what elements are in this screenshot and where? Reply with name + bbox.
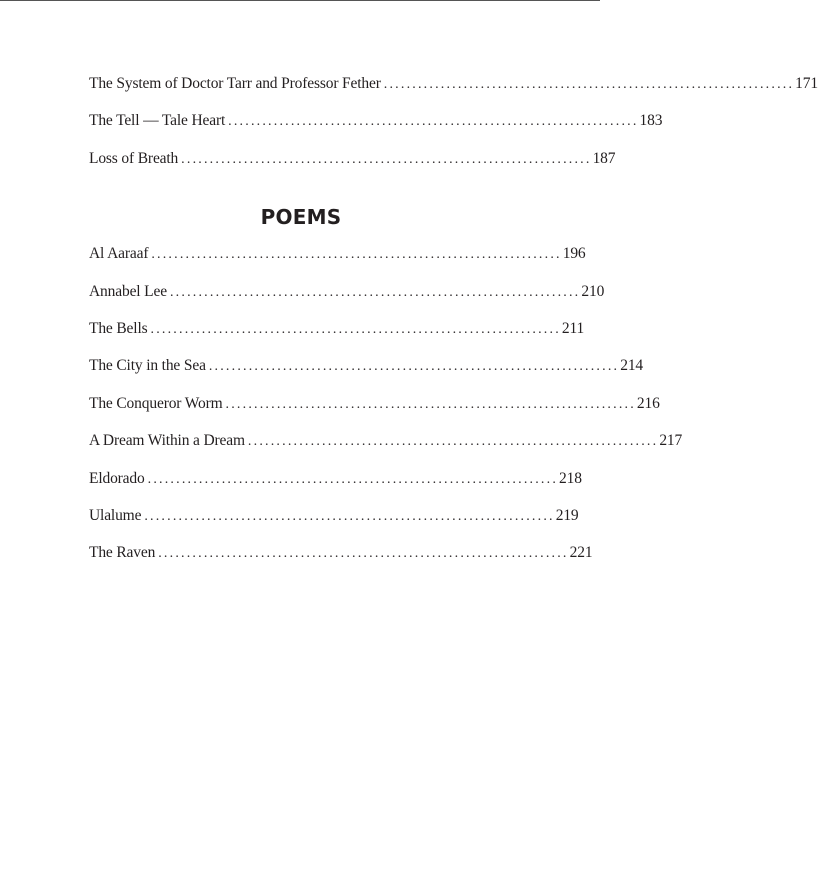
toc-entry-page: 210 — [581, 282, 605, 300]
toc-entry[interactable] — [89, 432, 683, 469]
toc-entry[interactable] — [89, 112, 663, 149]
toc-entry-title: Eldorado — [89, 469, 145, 487]
toc-entry[interactable] — [89, 245, 586, 282]
toc-entry[interactable] — [89, 319, 585, 357]
toc-entry-title: The City in the Sea — [89, 357, 206, 375]
toc-entry-page: 214 — [620, 357, 644, 375]
dot-leader: ........................................................................ — [147, 471, 559, 487]
toc-entry-page: 221 — [569, 544, 593, 562]
dot-leader: ........................................................................ — [151, 247, 562, 263]
toc-entry-title: Loss of Breath — [89, 149, 179, 167]
toc-entry-page: 216 — [636, 394, 660, 412]
toc-entry[interactable] — [89, 357, 644, 394]
toc-entry[interactable] — [89, 544, 593, 581]
dot-leader: ........................................................................ — [158, 546, 569, 562]
toc-entry-title: A Dream Within a Dream — [89, 432, 245, 450]
toc-entry[interactable] — [89, 469, 582, 507]
dot-leader: ........................................................................ — [383, 77, 795, 92]
toc-entry-page: 196 — [562, 245, 586, 263]
toc-entry[interactable] — [89, 149, 616, 187]
toc-entry-title: The System of Doctor Tarr and Professor Fether — [89, 75, 381, 92]
toc-entry-title: The Conqueror Worm — [89, 394, 223, 412]
toc-entry[interactable] — [89, 75, 818, 112]
dot-leader: ........................................................................ — [208, 359, 620, 375]
toc-entry-page: 187 — [592, 149, 616, 167]
section-heading-poems: POEMS — [260, 205, 342, 230]
toc-entry-page: 211 — [561, 319, 585, 337]
dot-leader: ........................................................................ — [247, 434, 659, 450]
toc-entry-title: Al Aaraaf — [89, 245, 149, 263]
dot-leader: ........................................................................ — [181, 151, 592, 167]
dot-leader: ........................................................................ — [150, 321, 561, 337]
toc-entry-page: 217 — [659, 432, 683, 450]
toc-entry-page: 171 — [795, 75, 818, 92]
dot-leader: ........................................................................ — [169, 284, 581, 300]
toc-entry-title: Ulalume — [89, 506, 142, 524]
dot-leader: ........................................................................ — [144, 508, 555, 524]
toc-entry-title: The Bells — [89, 319, 148, 337]
toc-entry[interactable] — [89, 506, 579, 544]
top-border-line — [0, 0, 600, 1]
toc-entry[interactable] — [89, 282, 605, 320]
toc-entry-page: 219 — [555, 506, 579, 524]
toc-entry[interactable] — [89, 394, 660, 432]
toc-entry-title: The Raven — [89, 544, 156, 562]
toc-entry-page: 218 — [559, 469, 582, 487]
toc-entry-page: 183 — [639, 112, 663, 130]
table-of-contents — [89, 75, 818, 582]
toc-entry-title: Annabel Lee — [89, 282, 167, 300]
toc-entry-title: The Tell — Tale Heart — [89, 112, 226, 130]
dot-leader: ........................................................................ — [228, 114, 639, 130]
dot-leader: ........................................................................ — [225, 396, 636, 412]
